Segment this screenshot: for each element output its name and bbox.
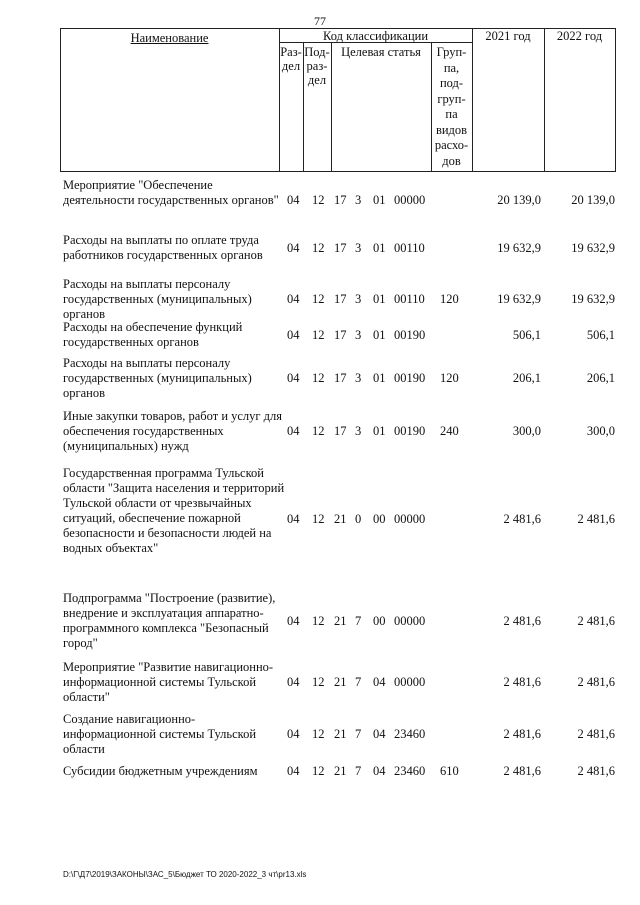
cell-grp: 120: [440, 292, 459, 306]
cell-t1: 17: [334, 193, 347, 207]
cell-t1: 21: [334, 727, 347, 741]
header-podrazdel: Под- раз- дел: [304, 45, 330, 87]
cell-t2: 7: [355, 764, 362, 778]
cell-pr: 12: [312, 512, 325, 526]
cell-t3: 04: [373, 675, 386, 689]
row-name: Иные закупки товаров, работ и услуг для обеспечения государственных (муниципальных) нужд: [63, 409, 283, 453]
cell-v2021: 20 139,0: [497, 193, 541, 207]
cell-t4: 00190: [394, 424, 426, 438]
cell-t1: 17: [334, 371, 347, 385]
cell-t3: 01: [373, 292, 386, 306]
cell-rz: 04: [287, 764, 300, 778]
cell-t1: 17: [334, 424, 347, 438]
row-name: Расходы на выплаты персоналу государственных (муниципальных) органов: [63, 356, 252, 400]
cell-v2022: 2 481,6: [577, 512, 615, 526]
row-name: Расходы на выплаты персоналу государственных (муниципальных) органов: [63, 277, 252, 321]
row-name: Мероприятие "Развитие навигационно-информационной системы Тульской области": [63, 660, 274, 704]
cell-pr: 12: [312, 371, 325, 385]
file-path: D:\Г\Д7\2019\ЗАКОНЫ\ЗАС_5\Бюджет ТО 2020-2022_3 чт\pr13.xls: [63, 870, 307, 879]
cell-rz: 04: [287, 292, 300, 306]
cell-v2022: 19 632,9: [571, 292, 615, 306]
cell-rz: 04: [287, 727, 300, 741]
header-code-group: Код классификации: [322, 29, 429, 43]
cell-v2021: 506,1: [512, 328, 541, 342]
cell-v2021: 206,1: [512, 371, 541, 385]
cell-v2022: 2 481,6: [577, 764, 615, 778]
cell-v2022: 2 481,6: [577, 727, 615, 741]
cell-t1: 21: [334, 614, 347, 628]
cell-t3: 01: [373, 193, 386, 207]
cell-v2022: 506,1: [586, 328, 615, 342]
cell-pr: 12: [312, 292, 325, 306]
cell-grp: 610: [440, 764, 459, 778]
row-name: Государственная программа Тульской области "Защита населения и территорий Тульской области от чрезвычайных ситуаций, обеспечение пожарной безопасности и безопасности людей на водных объектах": [63, 466, 285, 555]
cell-rz: 04: [287, 675, 300, 689]
cell-grp: 240: [440, 424, 459, 438]
cell-v2021: 2 481,6: [503, 614, 541, 628]
cell-grp: 120: [440, 371, 459, 385]
cell-t4: 00190: [394, 328, 426, 342]
cell-t2: 3: [355, 292, 362, 306]
cell-t2: 3: [355, 371, 362, 385]
cell-t3: 00: [373, 512, 386, 526]
cell-v2022: 20 139,0: [571, 193, 615, 207]
cell-t2: 7: [355, 675, 362, 689]
cell-rz: 04: [287, 193, 300, 207]
row-name: Субсидии бюджетным учреждениям: [63, 764, 258, 778]
cell-v2021: 2 481,6: [503, 675, 541, 689]
cell-t1: 17: [334, 241, 347, 255]
cell-t4: 00000: [394, 675, 426, 689]
cell-pr: 12: [312, 614, 325, 628]
cell-rz: 04: [287, 614, 300, 628]
cell-v2021: 2 481,6: [503, 727, 541, 741]
cell-v2022: 19 632,9: [571, 241, 615, 255]
cell-t3: 04: [373, 727, 386, 741]
cell-t4: 23460: [394, 764, 426, 778]
cell-rz: 04: [287, 424, 300, 438]
cell-rz: 04: [287, 512, 300, 526]
cell-t4: 00000: [394, 193, 426, 207]
cell-v2021: 2 481,6: [503, 764, 541, 778]
cell-pr: 12: [312, 764, 325, 778]
cell-t3: 00: [373, 614, 386, 628]
cell-t3: 04: [373, 764, 386, 778]
cell-t4: 00110: [394, 241, 425, 255]
row-name: Создание навигационно-информационной системы Тульской области: [63, 712, 257, 756]
cell-t4: 00000: [394, 614, 426, 628]
cell-t1: 17: [334, 292, 347, 306]
cell-v2022: 2 481,6: [577, 614, 615, 628]
cell-t2: 0: [355, 512, 362, 526]
cell-pr: 12: [312, 241, 325, 255]
cell-t4: 00110: [394, 292, 425, 306]
header-name: Наименование: [130, 31, 209, 45]
row-name: Расходы на обеспечение функций государственных органов: [63, 320, 243, 349]
header-group: Груп- па, под- груп- па видов расхо- дов: [434, 45, 469, 168]
cell-rz: 04: [287, 241, 300, 255]
cell-v2021: 300,0: [512, 424, 541, 438]
cell-pr: 12: [312, 727, 325, 741]
cell-t3: 01: [373, 424, 386, 438]
row-name: Мероприятие "Обеспечение деятельности государственных органов": [63, 178, 279, 207]
cell-t2: 7: [355, 614, 362, 628]
header-2021: 2021 год: [485, 29, 531, 43]
cell-rz: 04: [287, 371, 300, 385]
row-name: Расходы на выплаты по оплате труда работников государственных органов: [63, 233, 263, 262]
cell-t1: 17: [334, 328, 347, 342]
cell-t1: 21: [334, 512, 347, 526]
table-header: [60, 28, 615, 172]
cell-v2021: 2 481,6: [503, 512, 541, 526]
row-name: Подпрограмма "Построение (развитие), внедрение и эксплуатация аппаратно-программного комплекса "Безопасный город": [63, 591, 276, 650]
cell-t2: 7: [355, 727, 362, 741]
header-2022: 2022 год: [556, 29, 603, 43]
cell-v2022: 2 481,6: [577, 675, 615, 689]
cell-t3: 01: [373, 371, 386, 385]
cell-t4: 23460: [394, 727, 426, 741]
cell-v2021: 19 632,9: [497, 241, 541, 255]
header-target: Целевая статья: [341, 45, 421, 59]
cell-v2021: 19 632,9: [497, 292, 541, 306]
page-number: 77: [314, 14, 326, 28]
cell-t4: 00190: [394, 371, 426, 385]
cell-pr: 12: [312, 193, 325, 207]
cell-pr: 12: [312, 424, 325, 438]
cell-t1: 21: [334, 764, 347, 778]
cell-t2: 3: [355, 241, 362, 255]
cell-pr: 12: [312, 675, 325, 689]
cell-t2: 3: [355, 424, 362, 438]
cell-v2022: 206,1: [586, 371, 615, 385]
cell-t3: 01: [373, 328, 386, 342]
cell-t2: 3: [355, 328, 362, 342]
cell-rz: 04: [287, 328, 300, 342]
cell-pr: 12: [312, 328, 325, 342]
cell-t4: 00000: [394, 512, 426, 526]
cell-t1: 21: [334, 675, 347, 689]
header-razdel: Раз- дел: [280, 45, 302, 73]
cell-v2022: 300,0: [586, 424, 615, 438]
cell-t2: 3: [355, 193, 362, 207]
cell-t3: 01: [373, 241, 386, 255]
